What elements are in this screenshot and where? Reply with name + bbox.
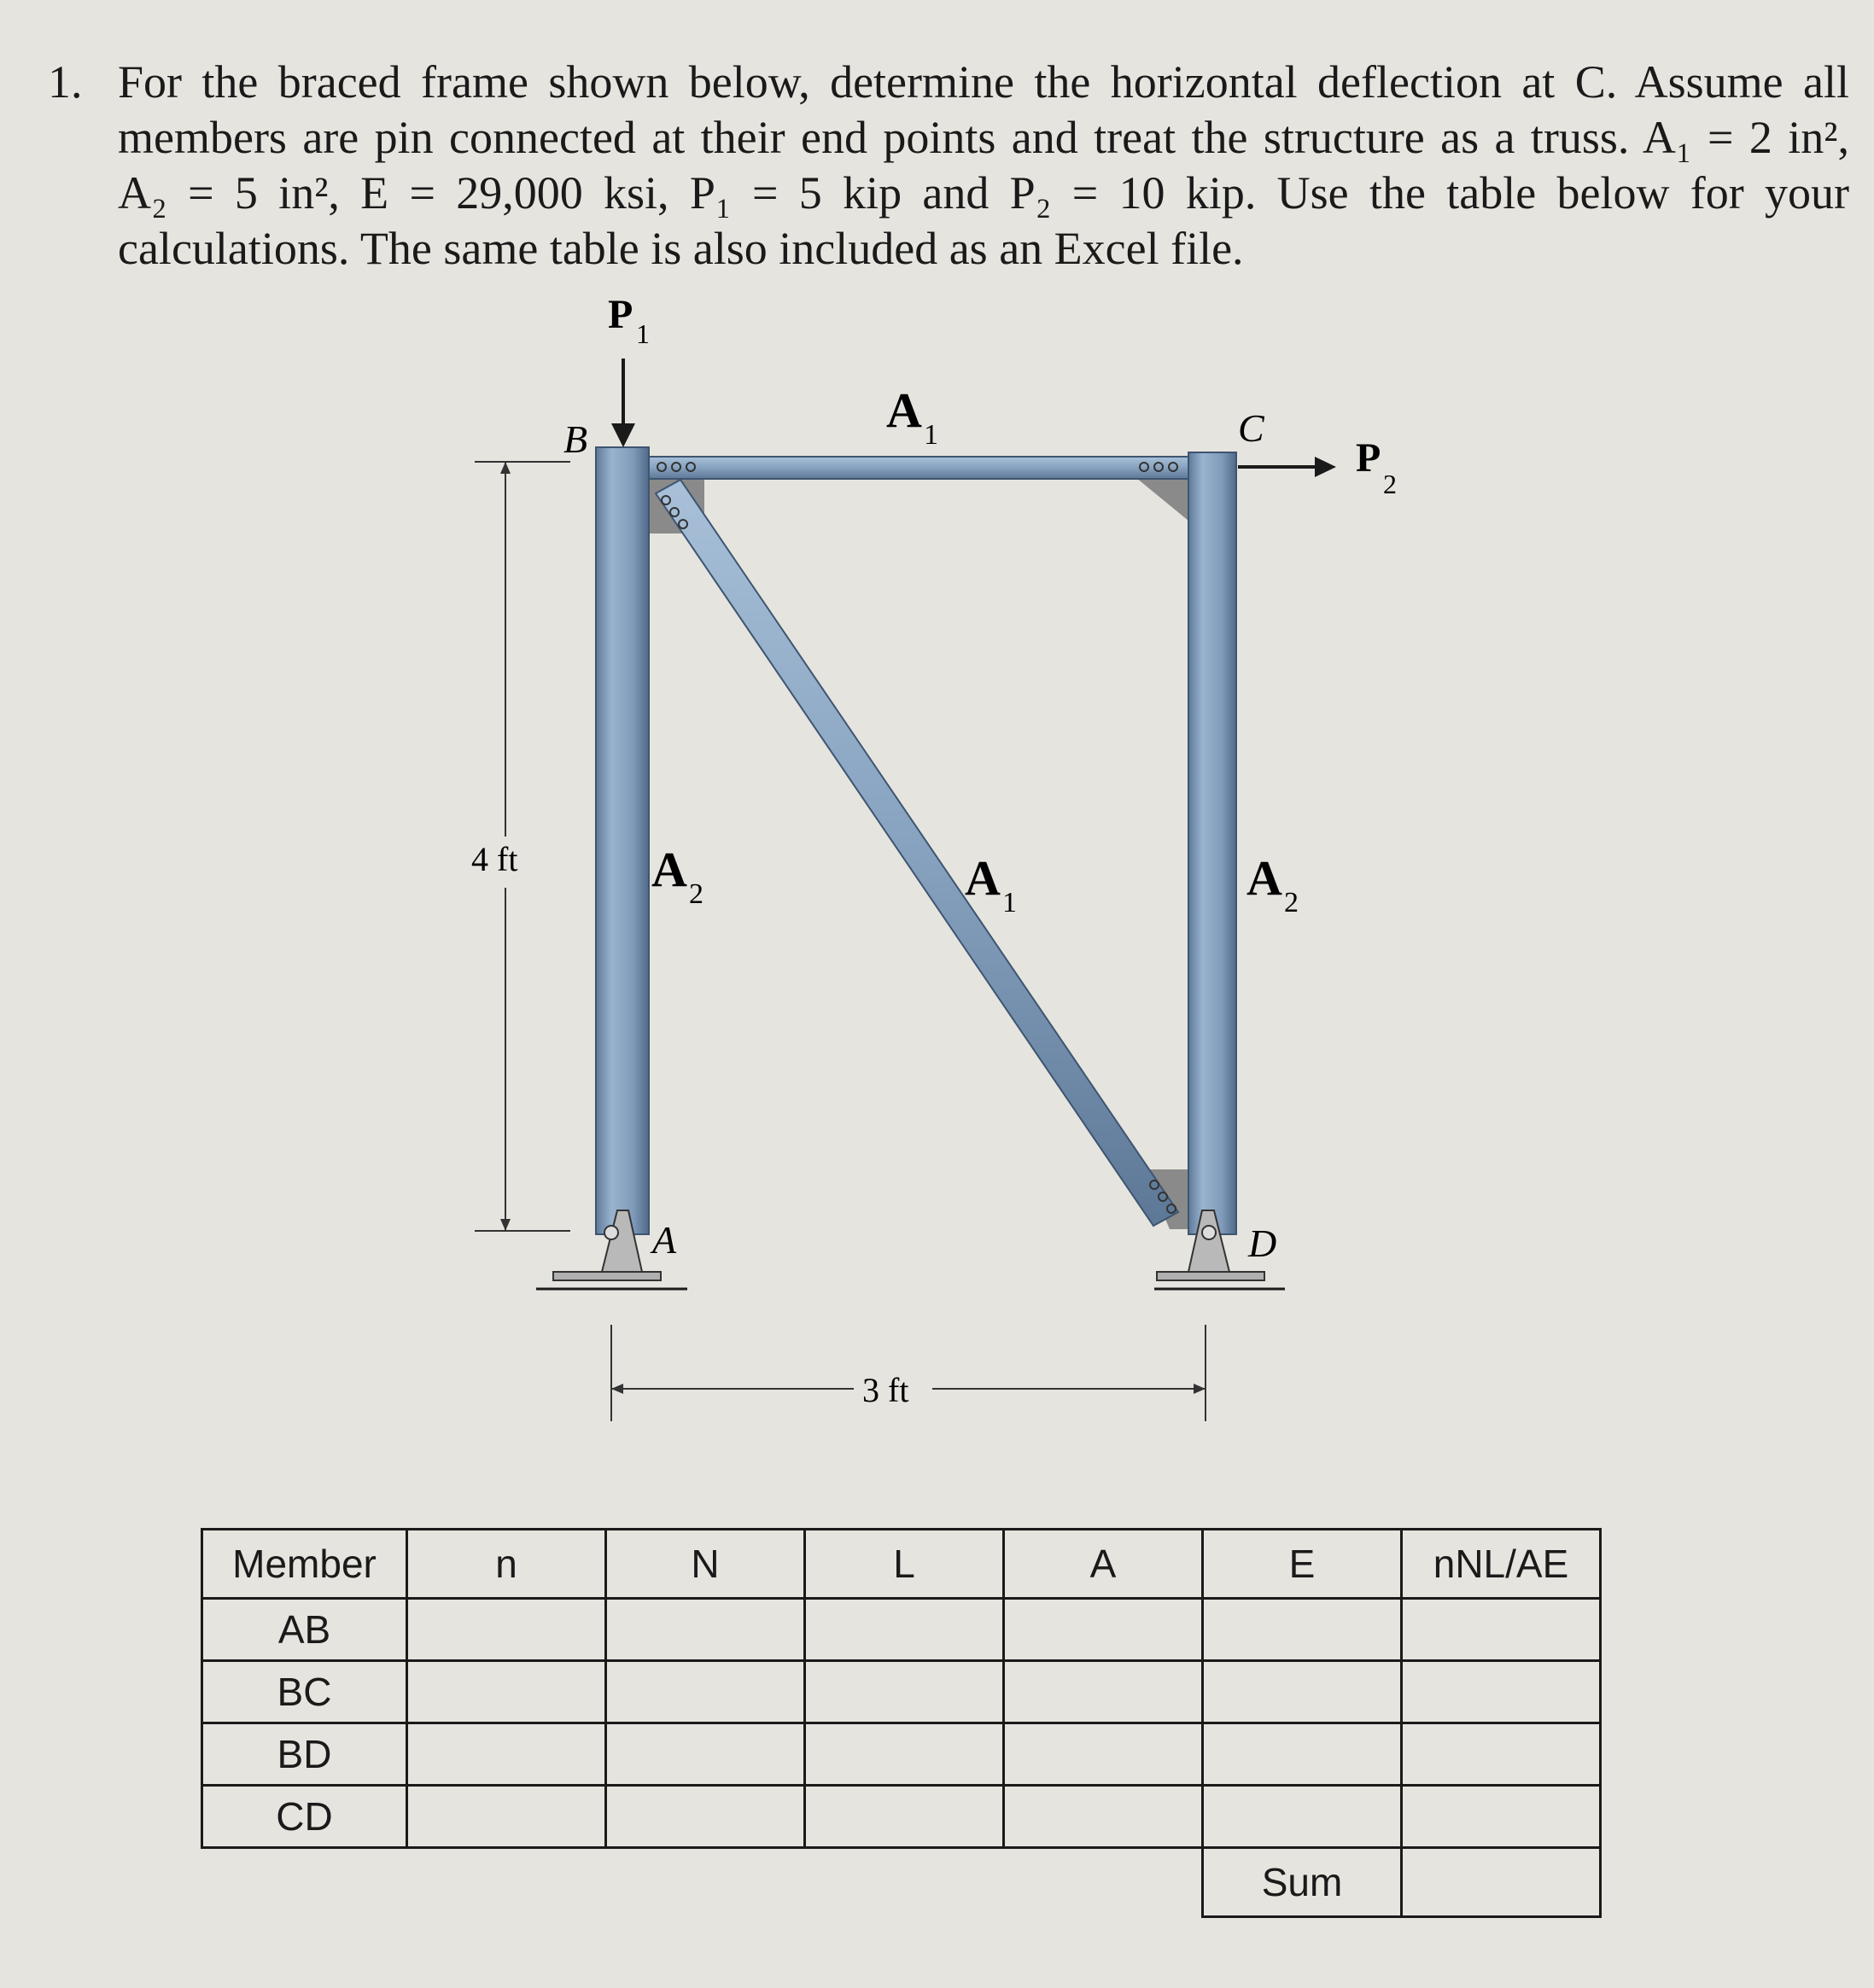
nnl-ae-cell[interactable] — [1402, 1786, 1601, 1848]
table-row — [202, 1723, 1601, 1786]
sum-row — [202, 1848, 1601, 1917]
member-cell: AB — [202, 1599, 407, 1661]
L-cell[interactable] — [805, 1723, 1004, 1786]
header-E: E — [1203, 1530, 1402, 1599]
L-cell[interactable] — [805, 1661, 1004, 1723]
node-label-b: B — [563, 417, 588, 461]
load-p2-arrowhead — [1315, 457, 1336, 477]
load-p1-arrowhead — [611, 423, 635, 447]
area-label-top-sub: 1 — [924, 419, 938, 451]
header-nnl-ae: nNL/AE — [1402, 1530, 1601, 1599]
load-p2-subscript: 2 — [1383, 469, 1397, 499]
calculation-table — [201, 1528, 1602, 1918]
N-cell[interactable] — [606, 1661, 805, 1723]
A-cell[interactable] — [1004, 1723, 1203, 1786]
sum-label: Sum — [1203, 1848, 1402, 1917]
problem-line-1: For the braced frame shown below, determine the horizontal deflection at C. Assume all — [118, 56, 1849, 108]
member-bd — [656, 480, 1178, 1226]
load-p1-subscript: 1 — [636, 318, 650, 349]
problem-line-2: members are pin connected at their end points and treat the structure as a truss. A₁ = 2 in², — [118, 112, 1849, 163]
dimension-width-label: 3 ft — [862, 1371, 909, 1409]
area-label-diagonal-sub: 1 — [1002, 887, 1017, 918]
nnl-ae-cell[interactable] — [1402, 1661, 1601, 1723]
A-cell[interactable] — [1004, 1786, 1203, 1848]
sum-value-cell[interactable] — [1402, 1848, 1601, 1917]
problem-line-4: calculations. The same table is also included as an Excel file. — [118, 223, 1244, 274]
problem-number: 1. — [48, 56, 83, 108]
gusset-plate-c — [1131, 474, 1188, 521]
n-cell[interactable] — [407, 1723, 606, 1786]
header-n: n — [407, 1530, 606, 1599]
member-cell: BD — [202, 1723, 407, 1786]
N-cell[interactable] — [606, 1723, 805, 1786]
member-cd — [1188, 452, 1236, 1234]
L-cell[interactable] — [805, 1786, 1004, 1848]
member-ab — [596, 447, 649, 1234]
n-cell[interactable] — [407, 1599, 606, 1661]
load-p2-label: P — [1356, 435, 1381, 481]
header-A: A — [1004, 1530, 1203, 1599]
load-p1-label: P — [608, 292, 633, 337]
area-label-diagonal: A — [965, 850, 1001, 906]
table-row — [202, 1786, 1601, 1848]
L-cell[interactable] — [805, 1599, 1004, 1661]
n-cell[interactable] — [407, 1786, 606, 1848]
area-label-top: A — [886, 382, 922, 438]
member-cell: CD — [202, 1786, 407, 1848]
area-label-right: A — [1246, 850, 1282, 906]
area-label-right-sub: 2 — [1284, 887, 1299, 918]
n-cell[interactable] — [407, 1661, 606, 1723]
problem-line-3: A₂ = 5 in², E = 29,000 ksi, P₁ = 5 kip and P₂ = 10 kip. Use the table below for your — [118, 167, 1849, 219]
member-bc — [649, 457, 1188, 479]
N-cell[interactable] — [606, 1786, 805, 1848]
E-cell[interactable] — [1203, 1786, 1402, 1848]
E-cell[interactable] — [1203, 1723, 1402, 1786]
table-header-row — [202, 1530, 1601, 1599]
header-L: L — [805, 1530, 1004, 1599]
header-N: N — [606, 1530, 805, 1599]
area-label-left-sub: 2 — [689, 878, 703, 910]
A-cell[interactable] — [1004, 1661, 1203, 1723]
nnl-ae-cell[interactable] — [1402, 1599, 1601, 1661]
A-cell[interactable] — [1004, 1599, 1203, 1661]
table-row — [202, 1661, 1601, 1723]
E-cell[interactable] — [1203, 1661, 1402, 1723]
dimension-height-label: 4 ft — [471, 840, 518, 878]
node-label-a: A — [652, 1218, 677, 1262]
node-label-c: C — [1238, 406, 1264, 450]
N-cell[interactable] — [606, 1599, 805, 1661]
member-cell: BC — [202, 1661, 407, 1723]
header-member: Member — [202, 1530, 407, 1599]
node-label-d: D — [1248, 1221, 1277, 1265]
nnl-ae-cell[interactable] — [1402, 1723, 1601, 1786]
table-row — [202, 1599, 1601, 1661]
area-label-left: A — [651, 842, 687, 897]
E-cell[interactable] — [1203, 1599, 1402, 1661]
